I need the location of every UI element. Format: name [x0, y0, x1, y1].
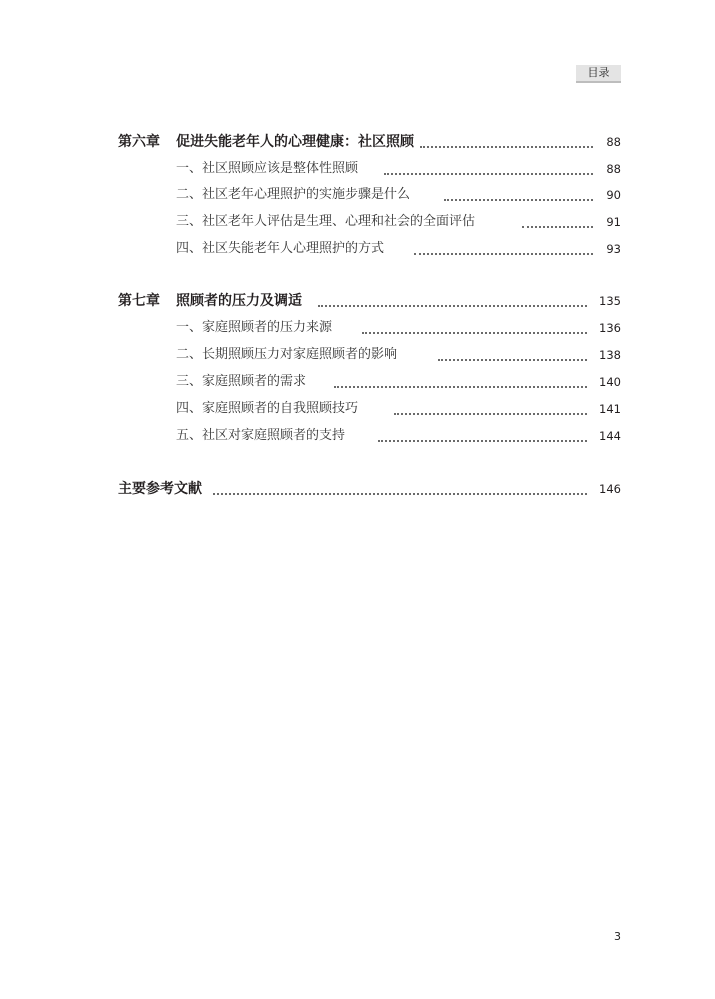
section-title: 一、家庭照顾者的压力来源	[176, 316, 332, 340]
toc-section[interactable]	[0, 397, 715, 421]
toc-section[interactable]	[0, 157, 715, 181]
leader-dots	[213, 471, 587, 495]
chapter-title: 促进失能老年人的心理健康：社区照顾	[176, 130, 414, 154]
page-ref: 136	[599, 321, 621, 335]
toc-section[interactable]	[0, 210, 715, 234]
chapter-number: 第六章	[118, 130, 160, 154]
chapter-title: 照顾者的压力及调适	[176, 289, 302, 313]
toc-section[interactable]	[0, 237, 715, 261]
section-title: 四、家庭照顾者的自我照顾技巧	[176, 397, 358, 421]
leader-dots	[438, 337, 587, 361]
chapter-number: 第七章	[118, 289, 160, 313]
leader-dots	[522, 204, 593, 228]
toc-section[interactable]	[0, 183, 715, 207]
section-title: 四、社区失能老年人心理照护的方式	[176, 237, 384, 261]
leader-dots	[414, 231, 593, 255]
page-ref: 138	[599, 348, 621, 362]
section-title: 三、社区老年人评估是生理、心理和社会的全面评估	[176, 210, 475, 234]
section-title: 五、社区对家庭照顾者的支持	[176, 424, 345, 448]
page-ref: 140	[599, 375, 621, 389]
page-ref: 141	[599, 402, 621, 416]
page-ref: 91	[606, 215, 621, 229]
page-ref: 135	[599, 294, 621, 308]
leader-dots	[318, 283, 587, 307]
leader-dots	[362, 310, 587, 334]
section-title: 二、社区老年心理照护的实施步骤是什么	[176, 183, 410, 207]
leader-dots	[420, 124, 593, 148]
leader-dots	[444, 177, 593, 201]
leader-dots	[394, 391, 587, 415]
page-ref: 146	[599, 482, 621, 496]
toc-references[interactable]	[0, 477, 715, 501]
page-ref: 144	[599, 429, 621, 443]
toc-section[interactable]	[0, 424, 715, 448]
page-ref: 93	[606, 242, 621, 256]
leader-dots	[384, 151, 593, 175]
page-number: 3	[614, 930, 621, 943]
leader-dots	[378, 418, 587, 442]
references-title: 主要参考文献	[118, 477, 202, 501]
toc-section[interactable]	[0, 316, 715, 340]
section-title: 一、社区照顾应该是整体性照顾	[176, 157, 358, 181]
page-ref: 90	[606, 188, 621, 202]
toc-chapter-6[interactable]	[0, 130, 715, 154]
section-title: 三、家庭照顾者的需求	[176, 370, 306, 394]
page-ref: 88	[606, 135, 621, 149]
toc-chapter-7[interactable]	[0, 289, 715, 313]
running-header-tag: 目录	[576, 65, 621, 83]
leader-dots	[334, 364, 587, 388]
toc-section[interactable]	[0, 370, 715, 394]
page-ref: 88	[606, 162, 621, 176]
section-title: 二、长期照顾压力对家庭照顾者的影响	[176, 343, 397, 367]
